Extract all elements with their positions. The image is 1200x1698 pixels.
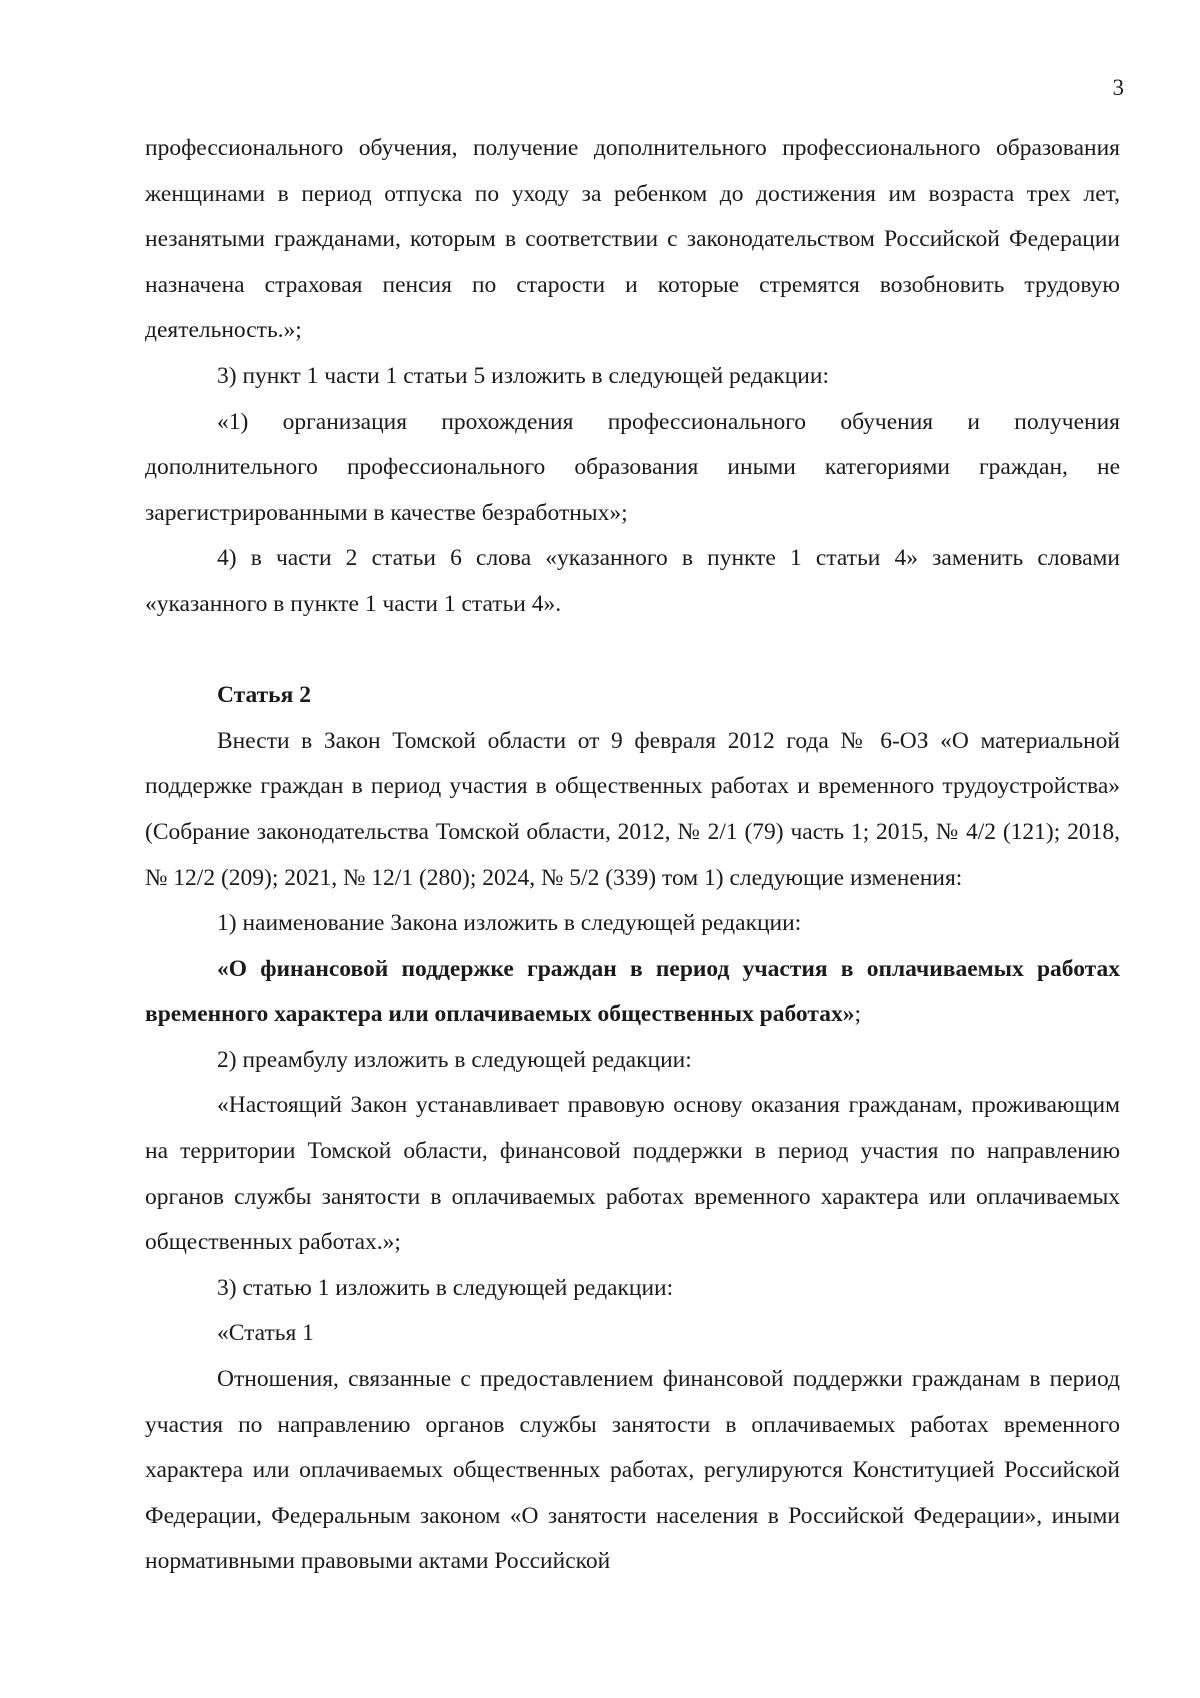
section-spacer (145, 628, 1120, 674)
paragraph-continuation: профессионального обучения, получение дополнительного профессионального образования женщинами в период отпуска по уходу за ребенком до достижения им возраста трех лет, незанятыми гражданами, которым в соответствии с законодательством Российской Федерации назначена страховая пенсия по старости и которые стремятся возобновить трудовую деятельность.»; (145, 135, 1120, 344)
article-intro-paragraph: Внести в Закон Томской области от 9 февраля 2012 года № 6-ОЗ «О материальной поддержке граждан в период участия в общественных работах и временного трудоустройства» (Собрание законодательства Томской области, 2012, № 2/1 (79) часть 1; 2015, № 4/2 (121); 2018, № 12/2 (209); 2021, № 12/1 (280); 2024, № 5/2 (339) том 1) следующие изменения: (145, 727, 1120, 891)
article-item-3: 3) статью 1 изложить в следующей редакции: (217, 1274, 674, 1301)
page-number: 3 (1112, 75, 1124, 100)
article-heading: Статья 2 (217, 682, 311, 709)
paragraph-quote-1: «1) организация прохождения профессионального обучения и получения дополнительного профессионального образования иными категориями граждан, не зарегистрированными в качестве безработных»; (145, 408, 1120, 526)
paragraph-item-3: 3) пункт 1 части 1 статьи 5 изложить в следующей редакции: (217, 362, 829, 389)
quoted-article-body: Отношения, связанные с предоставлением финансовой поддержки гражданам в период участия по направлению органов службы занятости в оплачиваемых работах временного характера или оплачиваемых общественных работах, регулируются Конституцией Российской Федерации, Федеральным законом «О занятости населения в Российской Федерации», иными нормативными правовыми актами Российской (145, 1366, 1120, 1575)
new-law-title-paragraph (145, 947, 1120, 1038)
article-item-1: 1) наименование Закона изложить в следующей редакции: (217, 910, 802, 937)
paragraph-item-4: 4) в части 2 статьи 6 слова «указанного в пункте 1 статьи 4» заменить словами «указанного в пункте 1 части 1 статьи 4». (145, 545, 1120, 617)
new-law-title-suffix: ; (854, 1001, 861, 1028)
preamble-quote: «Настоящий Закон устанавливает правовую основу оказания гражданам, проживающим на территории Томской области, финансовой поддержки в период участия по направлению органов службы занятости в оплачиваемых работах временного характера или оплачиваемых общественных работах.»; (145, 1092, 1120, 1256)
quoted-article-title: «Статья 1 (217, 1320, 314, 1347)
document-body (145, 126, 1120, 1585)
new-law-title: «О финансовой поддержке граждан в период участия в оплачиваемых работах временного характера или оплачиваемых общественных работах» (145, 955, 1120, 1028)
article-item-2: 2) преамбулу изложить в следующей редакции: (217, 1046, 692, 1073)
